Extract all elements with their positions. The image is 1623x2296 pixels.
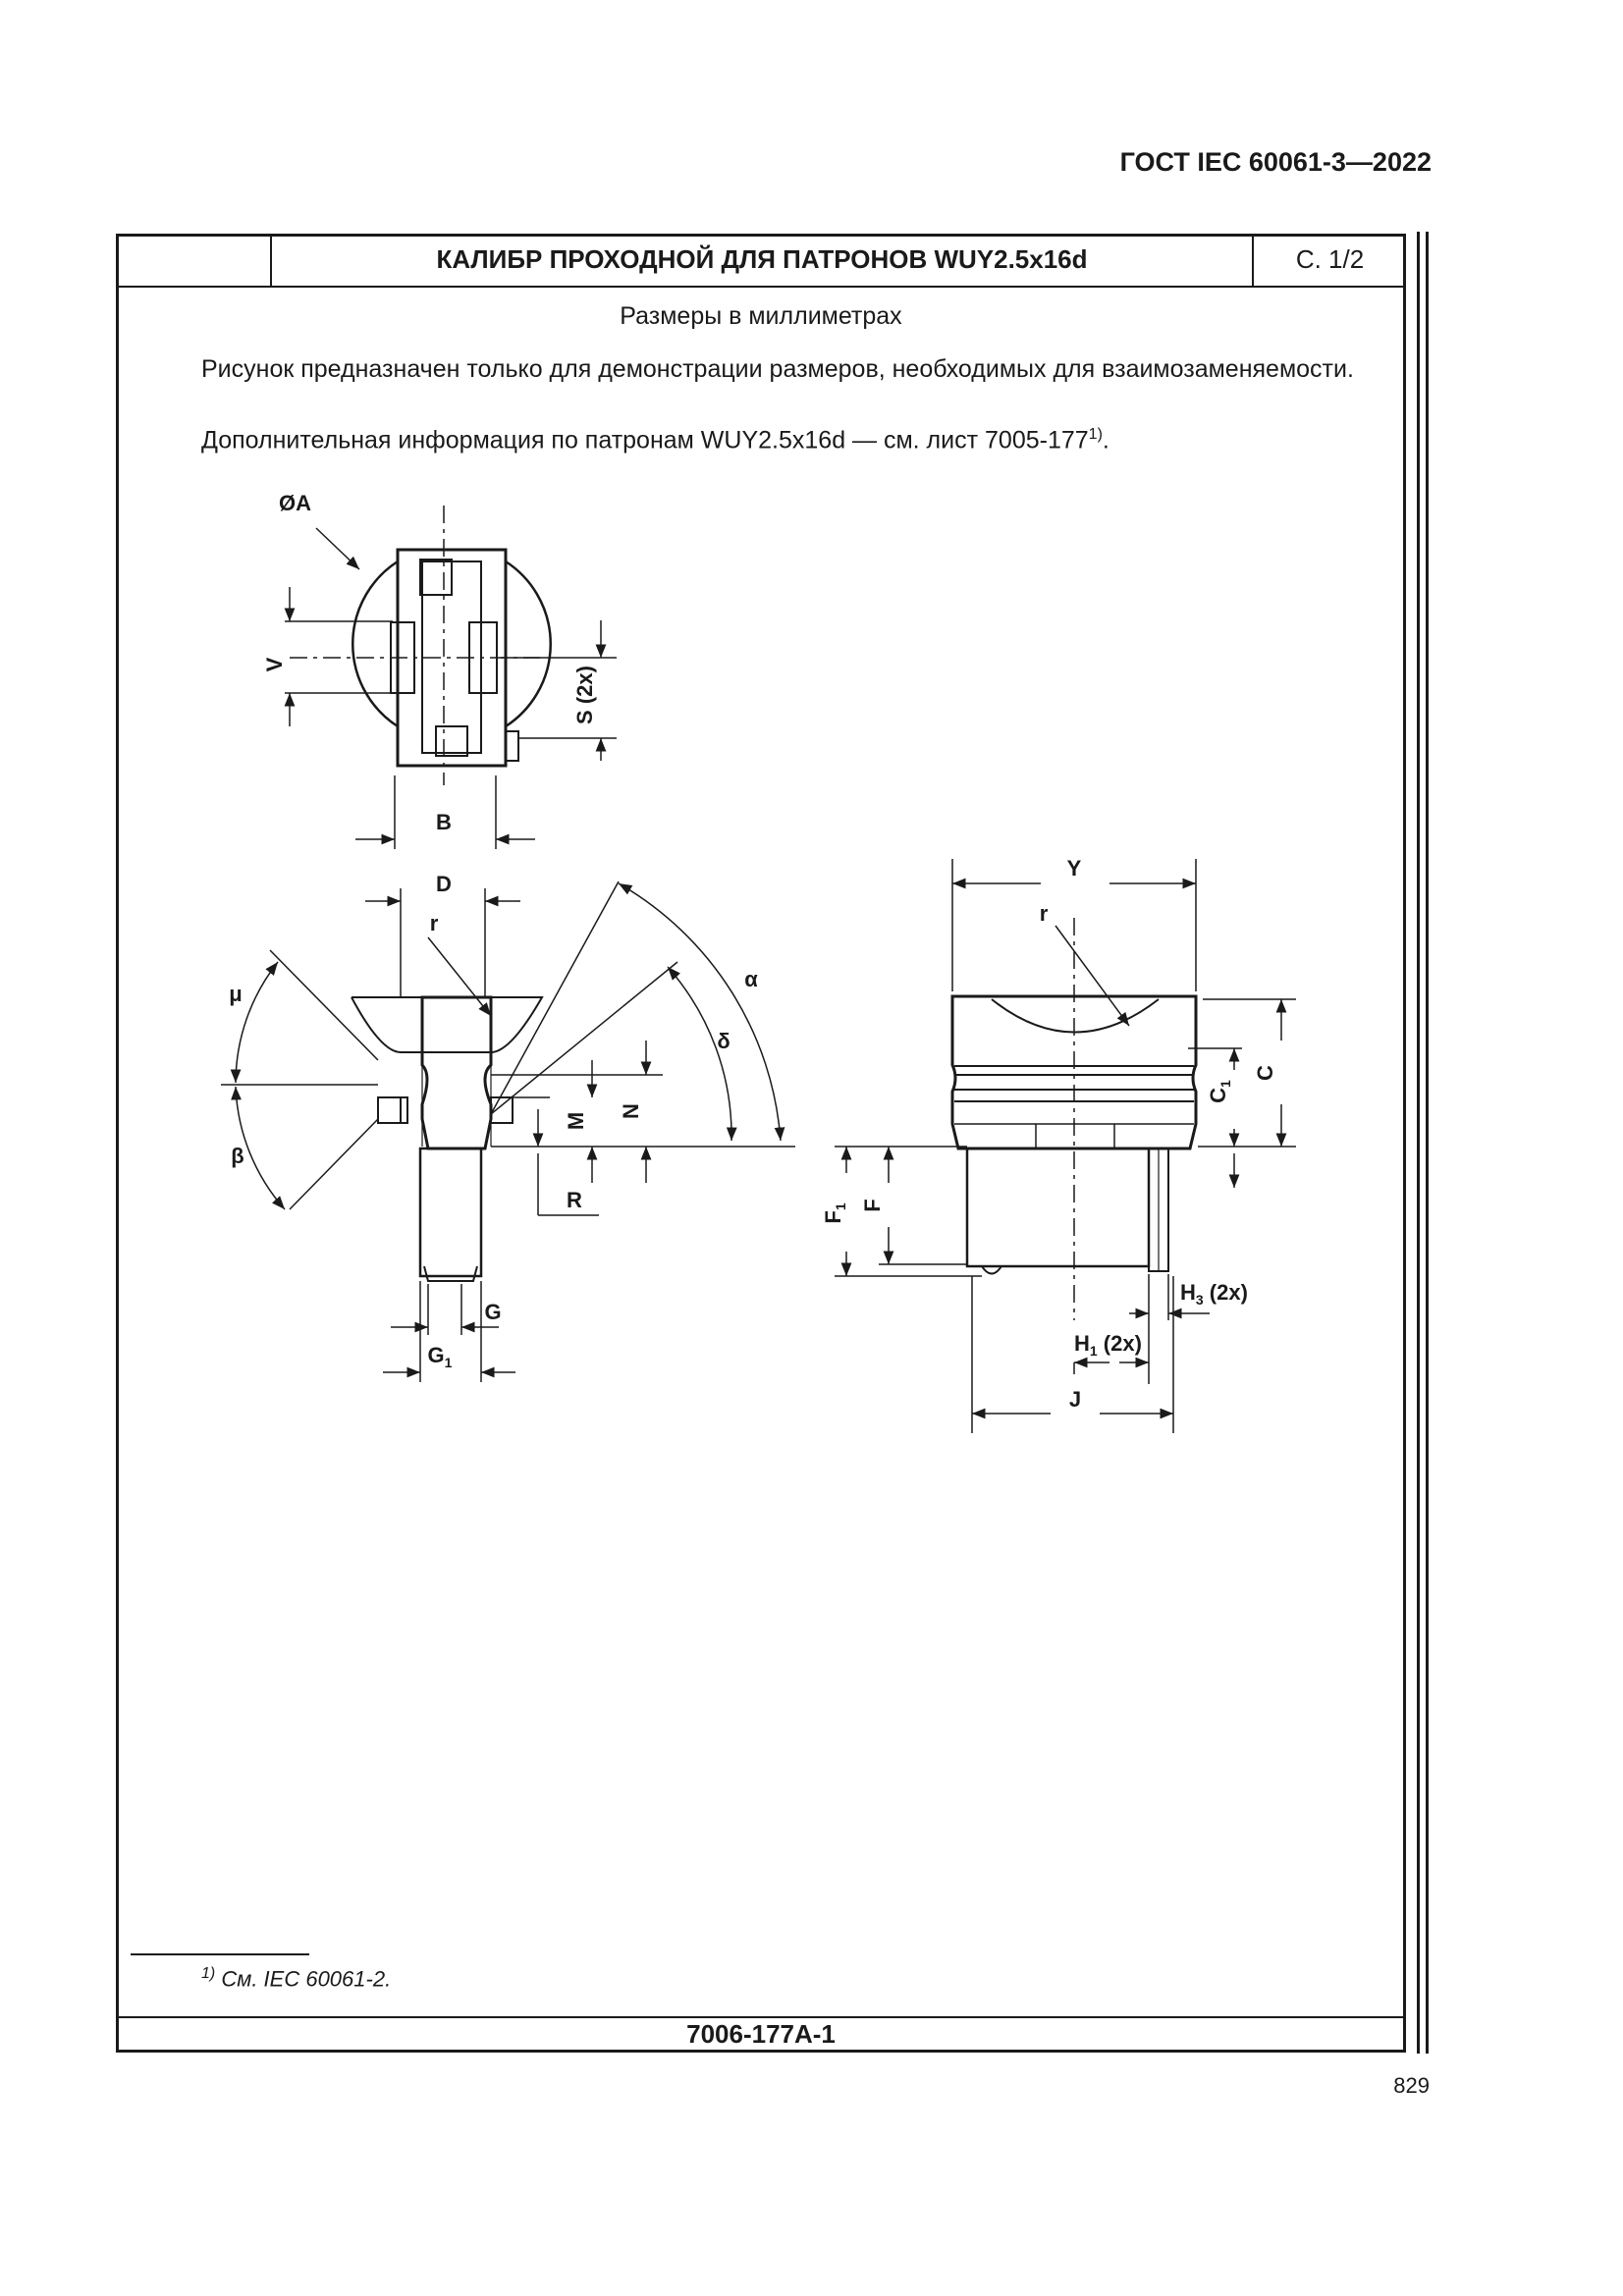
label-alpha: α [744, 967, 758, 991]
label-beta: β [231, 1144, 244, 1168]
label-g1-base: G [427, 1343, 445, 1367]
reference-end: . [1102, 426, 1109, 454]
page-number: 829 [1393, 2073, 1430, 2098]
footnote-text: См. IEC 60061-2. [215, 1966, 392, 1992]
label-f: F [860, 1199, 885, 1212]
label-g1-sub: 1 [444, 1355, 453, 1370]
label-n: N [619, 1103, 643, 1119]
top-view [285, 506, 617, 849]
label-f1-sub: 1 [833, 1202, 848, 1211]
sheet-number: 7006-177A-1 [686, 2019, 836, 2049]
label-h3 [1180, 1280, 1248, 1308]
label-h3-sub: 3 [1195, 1292, 1204, 1308]
label-r: R [567, 1188, 582, 1212]
label-h3-base: H [1180, 1280, 1196, 1305]
front-view [835, 859, 1296, 1433]
label-r-side: r [429, 911, 439, 935]
label-h3-mult: (2x) [1203, 1280, 1248, 1305]
label-s-2x: S (2x) [572, 666, 597, 724]
label-mu: μ [229, 982, 243, 1006]
paragraph-purpose: Рисунок предназначен только для демонстрации размеров, необходимых для взаимозаменяемости. [201, 355, 1354, 383]
label-h1-mult: (2x) [1097, 1331, 1142, 1356]
label-c1-sub: 1 [1217, 1080, 1233, 1088]
label-v: V [262, 657, 287, 672]
label-c: C [1253, 1065, 1277, 1081]
side-view [221, 881, 795, 1382]
label-c1 [1206, 1080, 1233, 1103]
label-m: M [564, 1111, 588, 1131]
units-note: Размеры в миллиметрах [620, 302, 902, 330]
label-f1-base: F [821, 1210, 845, 1224]
sheet-title: КАЛИБР ПРОХОДНОЙ ДЛЯ ПАТРОНОВ WUY2.5x16d [436, 244, 1088, 274]
label-r-front: r [1039, 901, 1049, 926]
label-h1-base: H [1074, 1331, 1090, 1356]
standard-designation: ГОСТ IEC 60061-3—2022 [1119, 147, 1432, 177]
label-j: J [1068, 1387, 1082, 1412]
label-y: Y [1066, 856, 1082, 881]
label-c1-base: C [1206, 1087, 1230, 1103]
sheet-page: С. 1/2 [1295, 244, 1365, 274]
label-f1 [821, 1202, 848, 1223]
footnote-rule [131, 1953, 309, 1955]
label-b: B [436, 810, 452, 834]
label-g: G [484, 1300, 502, 1324]
footnote-mark: 1) [201, 1965, 216, 1982]
label-h1 [1074, 1331, 1142, 1359]
reference-text: Дополнительная информация по патронам WUY2.5x16d — см. лист 7005-177 [201, 426, 1089, 454]
label-delta: δ [717, 1029, 730, 1053]
label-g1 [428, 1343, 453, 1370]
label-h1-sub: 1 [1089, 1343, 1098, 1359]
footnote [201, 1965, 391, 1992]
label-d: D [436, 872, 452, 896]
reference-footnote-mark: 1) [1088, 426, 1103, 443]
label-phi-a: ØA [279, 491, 311, 515]
